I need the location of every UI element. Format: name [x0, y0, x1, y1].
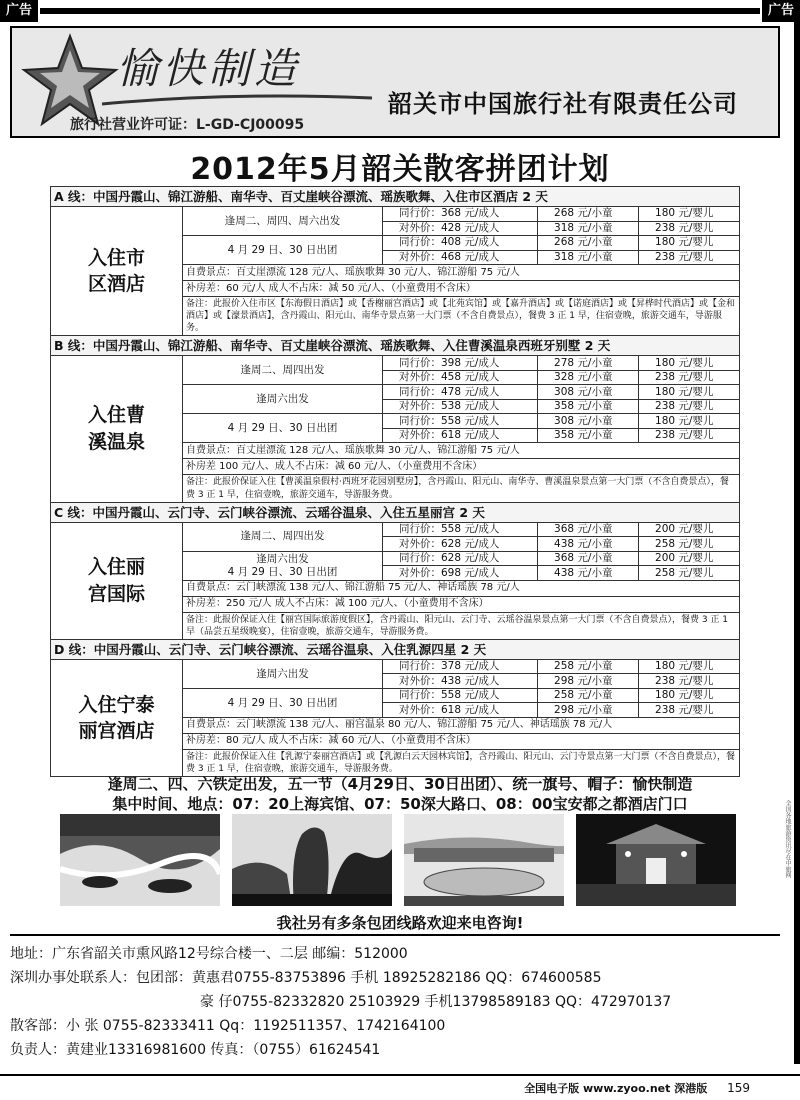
optional-attractions: 自费景点：云门峡漂流 138 元/人、丽宫温泉 80 元/人、锦江游船 75 元/人、神话瑶族 78 元/人 — [183, 717, 740, 733]
departure-schedule — [183, 385, 383, 414]
contact-shenzhen-office: 深圳办事处联系人：包团部：黄惠君0755-83753896 手机 18925282186 QQ：674600585 — [10, 970, 602, 986]
side-note: 全国各地旅游资讯尽在中旅网 — [784, 800, 791, 878]
tour-table — [50, 186, 740, 777]
page-title: 2012年5月韶关散客拼团计划 — [190, 152, 610, 187]
child-price: 368 元/小童 — [538, 551, 639, 566]
child-price: 358 元/小童 — [538, 428, 639, 443]
contact-info — [10, 934, 780, 1062]
adult-price: 同行价：628 元/成人 — [383, 551, 538, 566]
room-supplement: 补房差 100 元/人、成人不占床：减 60 元/人、（小童费用不含床） — [183, 459, 740, 475]
header-banner — [10, 26, 780, 138]
departure-schedule — [183, 522, 383, 551]
optional-attractions: 自费景点：百丈崖漂流 128 元/人、瑶族歌舞 30 元/人、锦江游船 75 元/人 — [183, 265, 740, 281]
hotel-name — [51, 356, 183, 502]
line-header: D 线：中国丹霞山、云门寺、云门峡谷漂流、云瑶谷温泉、入住乳源四星 2 天 — [51, 639, 740, 659]
adult-price: 同行价：408 元/成人 — [383, 236, 538, 251]
departure-schedule — [183, 207, 383, 236]
summary-line-1: 逢周二、四、六铁定出发，五一节（4月29日、30日出团）、统一旗号、帽子：愉快制造 — [107, 775, 693, 793]
child-price: 318 元/小童 — [538, 250, 639, 265]
page-number: 159 — [727, 1081, 750, 1095]
ad-tag-right: 广告 — [762, 0, 800, 22]
adult-price: 同行价：558 元/成人 — [383, 688, 538, 703]
child-price: 298 元/小童 — [538, 674, 639, 689]
child-price: 328 元/小童 — [538, 370, 639, 385]
remark-note: 备注：此报价保证入住【曹溪温泉假村·西班牙花园别墅房】，含丹霞山、阳元山、南华寺、曹溪温泉景点第一大门票（不含自费景点），餐费 3 正 1 早，住宿壹晚，旅游交通车，导游服务费。 — [183, 475, 740, 502]
bottom-rule — [0, 1074, 800, 1076]
remark-note: 备注：此报价保证入住【乳源宁泰丽宫酒店】或【乳源白云天园林宾馆】，含丹霞山、阳元山、云门寺景点第一大门票（不含自费景点），餐费 3 正 1 早，住宿壹晚，旅游交通车，导游服务费。 — [183, 749, 740, 776]
adult-price: 对外价：538 元/成人 — [383, 399, 538, 414]
infant-price: 238 元/婴儿 — [639, 370, 740, 385]
adult-price: 对外价：458 元/成人 — [383, 370, 538, 385]
departure-line: 逢周六出发 — [256, 393, 309, 406]
infant-price: 180 元/婴儿 — [639, 688, 740, 703]
ad-tag-left: 广告 — [0, 0, 38, 22]
child-price: 258 元/小童 — [538, 688, 639, 703]
room-supplement: 补房差：60 元/人 成人不占床：减 50 元/人、（小童费用不含床） — [183, 281, 740, 297]
price-row — [51, 522, 740, 537]
infant-price: 238 元/婴儿 — [639, 703, 740, 718]
price-row — [51, 356, 740, 371]
consult-banner: 我社另有多条包团线路欢迎来电咨询! — [276, 914, 524, 932]
hotel-name-line: 丽宫酒店 — [78, 720, 155, 743]
child-price: 438 元/小童 — [538, 566, 639, 581]
infant-price: 180 元/婴儿 — [639, 207, 740, 222]
hotel-name-line: 宫国际 — [87, 582, 145, 605]
departure-line: 4 月 29 日、30 日出团 — [227, 565, 338, 578]
infant-price: 180 元/婴儿 — [639, 356, 740, 371]
summary-line-2: 集中时间、地点：07：20上海宾馆、07：50深大路口、08：00宝安都之都酒店门口 — [112, 795, 688, 813]
hotel-name-line: 入住曹 — [87, 404, 145, 427]
room-supplement: 补房差：80 元/人 成人不占床：减 60 元/人、（小童费用不含床） — [183, 733, 740, 749]
child-price: 258 元/小童 — [538, 659, 639, 674]
hotel-name — [51, 522, 183, 639]
adult-price: 对外价：438 元/成人 — [383, 674, 538, 689]
price-row — [51, 659, 740, 674]
hotel-name — [51, 659, 183, 776]
adult-price: 对外价：468 元/成人 — [383, 250, 538, 265]
departure-schedule — [183, 688, 383, 717]
company-name: 韶关市中国旅行社有限责任公司 — [388, 89, 738, 118]
child-price: 438 元/小童 — [538, 537, 639, 552]
adult-price: 对外价：618 元/成人 — [383, 703, 538, 718]
infant-price: 258 元/婴儿 — [639, 537, 740, 552]
optional-attractions: 自费景点：百丈崖漂流 128 元/人、瑶族歌舞 30 元/人、锦江游船 75 元/人 — [183, 443, 740, 459]
hotel-name-line: 入住宁泰 — [78, 693, 155, 716]
infant-price: 238 元/婴儿 — [639, 674, 740, 689]
hotel-name-line: 入住市 — [87, 246, 145, 269]
footer-site: 全国电子版 www.zyoo.net — [524, 1082, 671, 1095]
adult-price: 对外价：618 元/成人 — [383, 428, 538, 443]
departure-line: 逢周六出发 — [256, 667, 309, 680]
hotel-name-line: 入住丽 — [87, 556, 145, 579]
departure-line: 逢周二、周四出发 — [240, 364, 325, 377]
infant-price: 200 元/婴儿 — [639, 522, 740, 537]
departure-schedule — [183, 236, 383, 265]
line-header: B 线：中国丹霞山、锦江游船、南华寺、百丈崖峡谷漂流、瑶族歌舞、入住曹溪温泉西班牙别墅 2 天 — [51, 336, 740, 356]
adult-price: 同行价：558 元/成人 — [383, 522, 538, 537]
license-number: 旅行社营业许可证：L-GD-CJ00095 — [70, 117, 305, 133]
optional-attractions: 自费景点：云门峡漂流 138 元/人、锦江游船 75 元/人、神话瑶族 78 元/人 — [183, 580, 740, 596]
rafting-photo — [60, 814, 220, 906]
child-price: 308 元/小童 — [538, 385, 639, 400]
departure-schedule — [183, 414, 383, 443]
page-footer — [524, 1080, 750, 1096]
price-row — [51, 207, 740, 222]
child-price: 268 元/小童 — [538, 207, 639, 222]
night-gate-photo — [576, 814, 736, 906]
line-header: C 线：中国丹霞山、云门寺、云门峡谷漂流、云瑶谷温泉、入住五星丽宫 2 天 — [51, 502, 740, 522]
departure-summary — [0, 774, 800, 814]
child-price: 358 元/小童 — [538, 399, 639, 414]
child-price: 308 元/小童 — [538, 414, 639, 429]
departure-line: 逢周二、周四、周六出发 — [224, 214, 341, 227]
contact-shenzhen-office-2: 豪 仔0755-82332820 25103929 手机13798589183 QQ：472970137 — [200, 994, 672, 1010]
departure-schedule — [183, 356, 383, 385]
contact-manager: 负责人：黄建业13316981600 传真：（0755）61624541 — [10, 1042, 381, 1058]
child-price: 318 元/小童 — [538, 221, 639, 236]
infant-price: 180 元/婴儿 — [639, 236, 740, 251]
hotel-name-line: 区酒店 — [87, 273, 145, 296]
infant-price: 180 元/婴儿 — [639, 414, 740, 429]
departure-line: 4 月 29 日、30 日出团 — [227, 243, 338, 256]
line-header-row — [51, 336, 740, 356]
infant-price: 258 元/婴儿 — [639, 566, 740, 581]
infant-price: 238 元/婴儿 — [639, 428, 740, 443]
logo-swoosh — [102, 90, 372, 108]
departure-line: 4 月 29 日、30 日出团 — [227, 696, 338, 709]
infant-price: 238 元/婴儿 — [639, 250, 740, 265]
remark-note: 备注：此报价保证入住【丽宫国际旅游度假区】，含丹霞山、阳元山、云门寺、云瑶谷温泉景点第一大门票（不含自费景点），餐费 3 正 1 早（品尝五星级晚宴），住宿壹晚，旅游交通车，导游服务费。 — [183, 612, 740, 639]
adult-price: 对外价：628 元/成人 — [383, 537, 538, 552]
departure-schedule — [183, 659, 383, 688]
child-price: 278 元/小童 — [538, 356, 639, 371]
adult-price: 同行价：368 元/成人 — [383, 207, 538, 222]
contact-address: 地址：广东省韶关市熏风路12号综合楼一、二层 邮编：512000 — [10, 946, 408, 962]
adult-price: 对外价：698 元/成人 — [383, 566, 538, 581]
child-price: 268 元/小童 — [538, 236, 639, 251]
contact-retail: 散客部：小 张 0755-82333411 Qq：1192511357、1742164100 — [10, 1018, 446, 1034]
child-price: 298 元/小童 — [538, 703, 639, 718]
photo-strip — [60, 814, 735, 906]
line-header-row — [51, 502, 740, 522]
danxia-rock-photo — [232, 814, 392, 906]
hotel-name-line: 溪温泉 — [87, 431, 145, 454]
infant-price: 200 元/婴儿 — [639, 551, 740, 566]
remark-note: 备注：此报价入住市区【东海假日酒店】或【香榭丽宫酒店】或【北苑宾馆】或【嘉升酒店】或【诺庭酒店】或【昇桦时代酒店】或【金和酒店】或【濠景酒店】，含丹霞山、阳元山、南华寺景点第一大门票（不含自费景点），餐费 3 正 1 早，住宿壹晚，旅游交通车，导游服务。 — [183, 297, 740, 336]
adult-price: 同行价：378 元/成人 — [383, 659, 538, 674]
departure-line: 逢周二、周四出发 — [240, 530, 325, 543]
infant-price: 180 元/婴儿 — [639, 385, 740, 400]
footer-edition: 深港版 — [674, 1082, 708, 1095]
adult-price: 同行价：478 元/成人 — [383, 385, 538, 400]
departure-line: 4 月 29 日、30 日出团 — [227, 422, 338, 435]
departure-schedule — [183, 551, 383, 580]
logo-text: 愉快制造 — [116, 44, 301, 93]
hotel-name — [51, 207, 183, 336]
infant-price: 180 元/婴儿 — [639, 659, 740, 674]
top-rule — [40, 8, 760, 14]
adult-price: 同行价：398 元/成人 — [383, 356, 538, 371]
infant-price: 238 元/婴儿 — [639, 221, 740, 236]
temple-plaza-photo — [404, 814, 564, 906]
adult-price: 对外价：428 元/成人 — [383, 221, 538, 236]
departure-line: 逢周六出发 — [256, 553, 309, 566]
child-price: 368 元/小童 — [538, 522, 639, 537]
line-header-row — [51, 187, 740, 207]
line-header: A 线：中国丹霞山、锦江游船、南华寺、百丈崖峡谷漂流、瑶族歌舞、入住市区酒店 2 天 — [51, 187, 740, 207]
infant-price: 238 元/婴儿 — [639, 399, 740, 414]
adult-price: 同行价：558 元/成人 — [383, 414, 538, 429]
line-header-row — [51, 639, 740, 659]
room-supplement: 补房差：250 元/人 成人不占床：减 100 元/人、（小童费用不含床） — [183, 596, 740, 612]
